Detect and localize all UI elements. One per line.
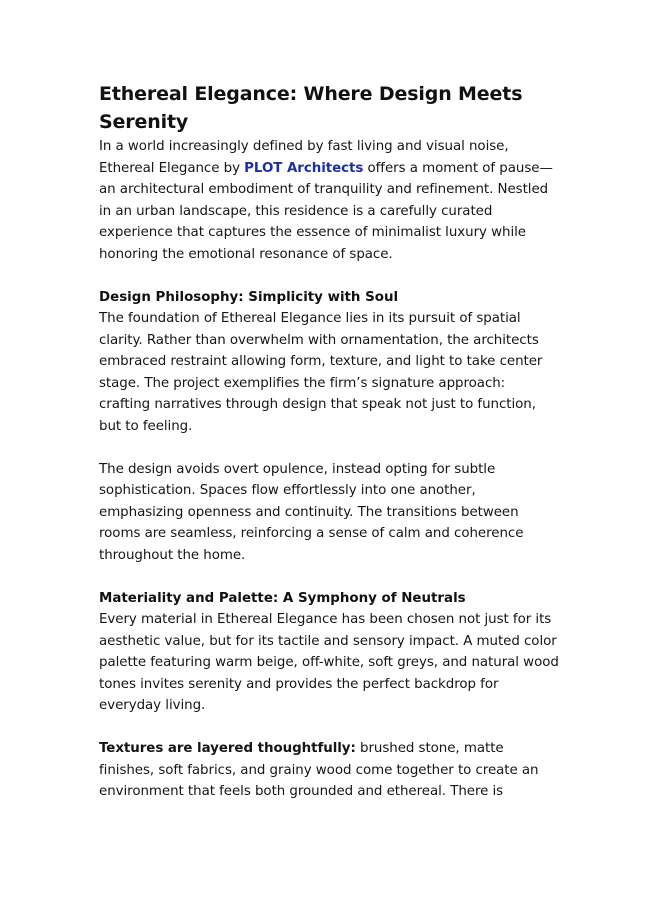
section-heading-materiality: Materiality and Palette: A Symphony of Neutrals <box>99 590 466 606</box>
textures-body-text: brushed stone, matte finishes, soft fabrics, and grainy wood come together to create an environment that feels both grounded and ethereal. There is <box>99 741 539 799</box>
section-heading-design-philosophy: Design Philosophy: Simplicity with Soul <box>99 289 399 305</box>
philosophy-paragraph-2: The design avoids overt opulence, instead opting for subtle sophistication. Spaces flow effortlessly into one another, emphasizing openness and continuity. The transitions between rooms are seamless, reinforcing a sense of calm and coherence throughout the home. <box>99 461 524 563</box>
intro-text-after-link: offers a moment of pause—an architectural embodiment of tranquility and refinement. Nestled in an urban landscape, this residence is a carefully curated experience that captures the essence of minimalist luxury while honoring the emotional resonance of space. <box>99 160 553 262</box>
intro-paragraph <box>99 136 559 265</box>
document-page <box>99 80 559 803</box>
intro-text-before-link: In a world increasingly defined by fast living and visual noise, Ethereal Elegance by <box>99 139 509 176</box>
philosophy-paragraph-1: The foundation of Ethereal Elegance lies in its pursuit of spatial clarity. Rather than overwhelm with ornamentation, the architects embraced restraint allowing form, texture, and light to take center stage. The project exemplifies the firm’s signature approach: crafting narratives through design that speak not just to function, but to feeling. <box>99 311 543 434</box>
materiality-paragraph-1: Every material in Ethereal Elegance has been chosen not just for its aesthetic value, but for its tactile and sensory impact. A muted color palette featuring warm beige, off-white, soft greys, and natural wood tones invites serenity and provides the perfect backdrop for everyday living. <box>99 612 559 713</box>
textures-paragraph <box>99 738 559 803</box>
textures-lead-text: Textures are layered thoughtfully: <box>99 741 356 756</box>
article-title: Ethereal Elegance: Where Design Meets Serenity <box>99 83 523 133</box>
plot-architects-link[interactable]: PLOT Architects <box>244 160 364 176</box>
